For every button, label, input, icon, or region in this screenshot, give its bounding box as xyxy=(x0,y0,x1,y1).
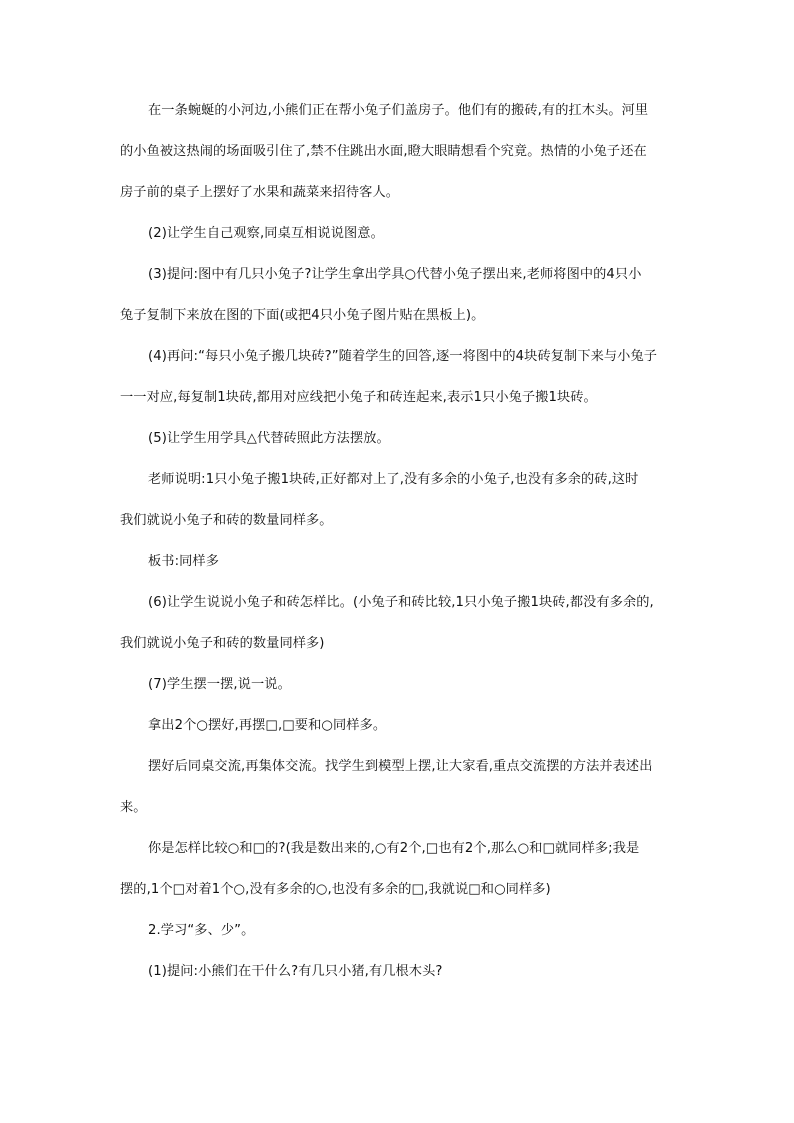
paragraph-4-line-1: (4)再问:“每只小兔子搬几块砖?”随着学生的回答,逐一将图中的4块砖复制下来与小兔子 xyxy=(148,349,658,364)
paragraph-9-line-1: (7)学生摆一摆,说一说。 xyxy=(148,677,291,692)
paragraph-11-line-2: 来。 xyxy=(120,800,147,815)
paragraph-1-line-3: 房子前的桌子上摆好了水果和蔬菜来招待客人。 xyxy=(120,185,400,200)
paragraph-1-line-2: 的小鱼被这热闹的场面吸引住了,禁不住跳出水面,瞪大眼睛想看个究竟。热情的小兔子还在 xyxy=(120,144,647,159)
paragraph-3-line-2: 兔子复制下来放在图的下面(或把4只小兔子图片贴在黑板上)。 xyxy=(120,308,485,323)
paragraph-13-line-1: 2.学习“多、少”。 xyxy=(148,923,255,938)
paragraph-2-line-1: (2)让学生自己观察,同桌互相说说图意。 xyxy=(148,226,384,241)
paragraph-8-line-2: 我们就说小兔子和砖的数量同样多) xyxy=(120,636,325,651)
paragraph-1-line-1: 在一条蜿蜒的小河边,小熊们正在帮小兔子们盖房子。他们有的搬砖,有的扛木头。河里 xyxy=(148,103,649,118)
paragraph-10-line-1: 拿出2个○摆好,再摆□,□要和○同样多。 xyxy=(148,718,387,733)
paragraph-3-line-1: (3)提问:图中有几只小兔子?让学生拿出学具○代替小兔子摆出来,老师将图中的4只小 xyxy=(148,267,642,282)
paragraph-4-line-2: 一一对应,每复制1块砖,都用对应线把小兔子和砖连起来,表示1只小兔子搬1块砖。 xyxy=(120,390,597,405)
paragraph-8-line-1: (6)让学生说说小兔子和砖怎样比。(小兔子和砖比较,1只小兔子搬1块砖,都没有多余的, xyxy=(148,595,654,610)
paragraph-6-line-1: 老师说明:1只小兔子搬1块砖,正好都对上了,没有多余的小兔子,也没有多余的砖,这时 xyxy=(148,472,639,487)
paragraph-7-line-1: 板书:同样多 xyxy=(148,554,219,569)
paragraph-12-line-1: 你是怎样比较○和□的?(我是数出来的,○有2个,□也有2个,那么○和□就同样多;我是 xyxy=(148,841,640,856)
paragraph-11-line-1: 摆好后同桌交流,再集体交流。找学生到模型上摆,让大家看,重点交流摆的方法并表述出 xyxy=(148,759,653,774)
paragraph-12-line-2: 摆的,1个□对着1个○,没有多余的○,也没有多余的□,我就说□和○同样多) xyxy=(120,882,551,897)
paragraph-6-line-2: 我们就说小兔子和砖的数量同样多。 xyxy=(120,513,333,528)
paragraph-14-line-1: (1)提问:小熊们在干什么?有几只小猪,有几根木头? xyxy=(148,964,443,979)
document-body xyxy=(120,102,680,1004)
paragraph-5-line-1: (5)让学生用学具△代替砖照此方法摆放。 xyxy=(148,431,390,446)
